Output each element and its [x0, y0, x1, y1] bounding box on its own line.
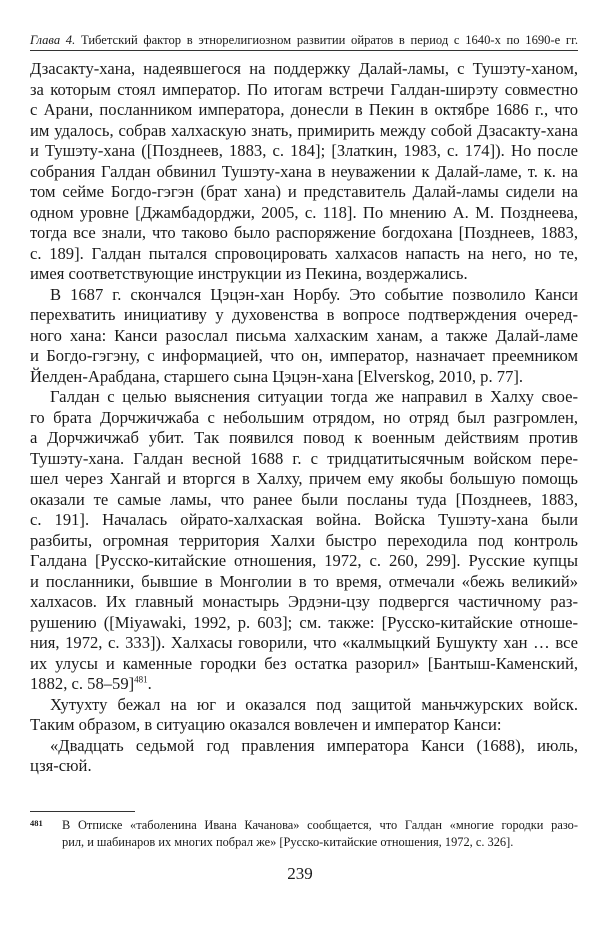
footnote — [30, 817, 578, 851]
text-line: а Дорчжичжаб убит. Так появился повод к военным действиям против — [30, 428, 578, 447]
text-line: Галдана [Русско-китайские отношения, 1972, с. 260, 299]. Русские купцы — [30, 551, 578, 570]
body-text — [30, 59, 578, 777]
text-line: «Двадцать седьмой год правления императора Канси (1688), июль, — [50, 735, 578, 755]
header-rule — [30, 50, 578, 51]
running-header — [30, 33, 578, 48]
paragraph — [30, 695, 578, 736]
text-line: и Богдо-гэгэну, с информацией, что он, император, назначает преемником — [30, 346, 578, 365]
text-line: рушению ([Miyawaki, 1992, p. 603]; см. также: [Русско-китайские отноше- — [30, 612, 578, 632]
text-line: и Тушэту-хана ([Позднеев, 1883, с. 184]; [Златкин, 1983, с. 174]). Но после — [30, 141, 578, 160]
chapter-title: Тибетский фактор в этнорелигиозном развитии ойратов в период с 1640-х по 1690-е гг. — [80, 33, 578, 47]
chapter-label: Глава 4. — [30, 33, 76, 47]
text-line: и посланники, бывшие в Монголии в то время, отмечали «бежь великий» — [30, 571, 578, 591]
text-line: том сейме Богдо-гэгэн (брат хана) и представитель Далай-ламы сидели на — [30, 182, 578, 201]
text-line: тогда все знали, что таково было распоряжение богдохана [Позднеев, 1883, — [30, 223, 578, 242]
text-line: Йелден-Арабдана, старшего сына Цэцэн-хана [Elverskog, 2010, p. 77]. — [30, 366, 524, 386]
text-line: Хутухту бежал на юг и оказался под защитой маньчжурских войск. — [50, 694, 578, 714]
text-line: ного хана: Канси разослал письма халхаским ханам, а также Далай-ламе — [30, 325, 578, 345]
paragraph — [30, 736, 578, 777]
text-line: одном уровне [Джамбадорджи, 2005, с. 118]. По мнению А. М. Позднеева, — [30, 202, 578, 222]
footnote-rule — [30, 811, 135, 812]
text-line: им удалось, собрав халхаскую знать, примирить между собой Дзасакту-хана — [30, 120, 578, 140]
paragraph — [30, 387, 578, 695]
text-line: 1882, с. 58–59]$^{481}$. — [30, 674, 152, 693]
text-line: перехватить инициативу у духовенства в вопросе подтверждения очеред- — [30, 305, 578, 324]
text-line: Тушэту-хана. Галдан весной 1688 г. с тридцатитысячным войском пере- — [30, 448, 578, 468]
text-line: В 1687 г. скончался Цэцэн-хан Норбу. Это событие позволило Канси — [50, 284, 578, 304]
text-line: Дзасакту-хана, надеявшегося на поддержку Далай-ламы, с Тушэту-ханом, — [30, 59, 578, 78]
text-line: разбиты, огромная территория Халхи быстро переходила под контроль — [30, 530, 578, 550]
text-line: с Арани, посланником императора, донесли в Пекин в октябре 1686 г., что — [30, 100, 578, 119]
text-line: оказали те самые ламы, что ранее были посланы туда [Позднеев, 1883, — [30, 489, 578, 509]
text-line: их улусы и каменные городки без остатка разорил» [Бантыш-Каменский, — [30, 653, 578, 673]
text-line: за которым стоял император. По итогам встречи Галдан-ширэту совместно — [30, 79, 578, 99]
paragraph — [30, 285, 578, 388]
footnote-number: 481 — [30, 818, 43, 828]
paragraph — [30, 59, 578, 285]
text-line: цзя-сюй. — [30, 756, 92, 775]
text-line: халхасов. Их главный монастырь Эрдэни-цзу подвергся частичному раз- — [30, 592, 578, 611]
text-line: Таким образом, в ситуацию оказался вовлечен и император Канси: — [30, 715, 502, 734]
text-line: с. 189]. Галдан пытался спровоцировать халхасов напасть на него, но те, — [30, 243, 578, 263]
text-line: го брата Дорчжичжаба с небольшим отрядом, но отряд был разгромлен, — [30, 407, 578, 427]
text-line: Галдан с целью выяснения ситуации тогда же направил в Халху свое- — [50, 387, 578, 406]
footnote-line: В Отписке «таболенина Ивана Качанова» сообщается, что Галдан «многие городки разо- — [62, 818, 578, 832]
footnote-reference[interactable]: 481 — [134, 674, 148, 685]
page-number: 239 — [287, 864, 313, 883]
text-line: с. 191]. Началась ойрато-халхаская война. Войска Тушэту-хана были — [30, 510, 578, 529]
text-line: ния, 1972, с. 333]). Халхасы говорили, что «калмыцкий Бушукту хан … все — [30, 633, 578, 652]
text-line: имея соответствующие инструкции из Пекина, воздержались. — [30, 264, 468, 283]
footnote-line: рил, и шабинаров их многих побрал же» [Русско-китайские отношения, 1972, с. 326]. — [62, 835, 514, 849]
text-line: шел через Хангай и вторгся в Халху, причем ему якобы большую помощь — [30, 469, 578, 488]
text-line: собрания Галдан обвинил Тушэту-хана в неуважении к Далай-ламе, т. к. на — [30, 161, 578, 181]
